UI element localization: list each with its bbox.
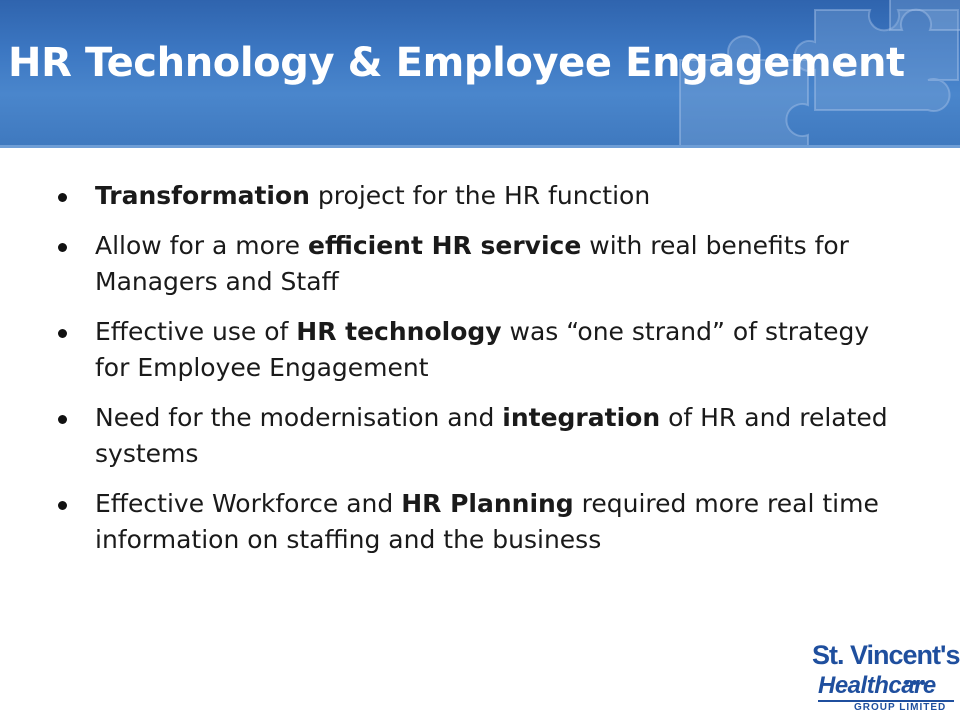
bullet-text: Allow for a more — [95, 231, 308, 260]
bullet-bold-text: HR Planning — [401, 489, 574, 518]
bullet-list — [58, 178, 888, 572]
bullet-dot-icon — [58, 501, 67, 510]
bullet-bold-text: Transformation — [95, 181, 310, 210]
bullet-text: required more real time information on staffing and the business — [95, 489, 879, 554]
bullet-text: project for the HR function — [309, 181, 651, 210]
bullet-dot-icon — [58, 329, 67, 338]
bullet-dot-icon — [58, 415, 67, 424]
slide-title: HR Technology & Employee Engagement — [8, 40, 905, 86]
bullet-item — [58, 400, 888, 472]
bullet-bold-text: HR technology — [296, 317, 502, 346]
st-vincents-healthcare-logo — [812, 640, 960, 718]
bullet-dot-icon — [58, 243, 67, 252]
bullet-dot-icon — [58, 193, 67, 202]
bullet-text: Effective use of — [95, 317, 297, 346]
bullet-item — [58, 228, 888, 300]
bullet-item — [58, 314, 888, 386]
logo-group-limited: GROUP LIMITED — [854, 702, 947, 713]
bullet-bold-text: efficient HR service — [307, 231, 582, 260]
bullet-item — [58, 178, 888, 214]
header-divider — [0, 145, 960, 148]
logo-name: St. Vincent's — [812, 640, 960, 670]
bullet-text: was “one strand” of strategy for Employee Engagement — [95, 317, 870, 382]
bullet-text: of HR and related systems — [95, 403, 888, 468]
bullet-bold-text: integration — [502, 403, 661, 432]
title-header-band — [0, 0, 960, 145]
bullet-item — [58, 486, 888, 558]
bullet-text: Effective Workforce and — [95, 489, 402, 518]
bullet-text: with real benefits for Managers and Staff — [95, 231, 849, 296]
logo-healthcare: Healthcare — [818, 672, 936, 699]
bullet-text: Need for the modernisation and — [95, 403, 503, 432]
